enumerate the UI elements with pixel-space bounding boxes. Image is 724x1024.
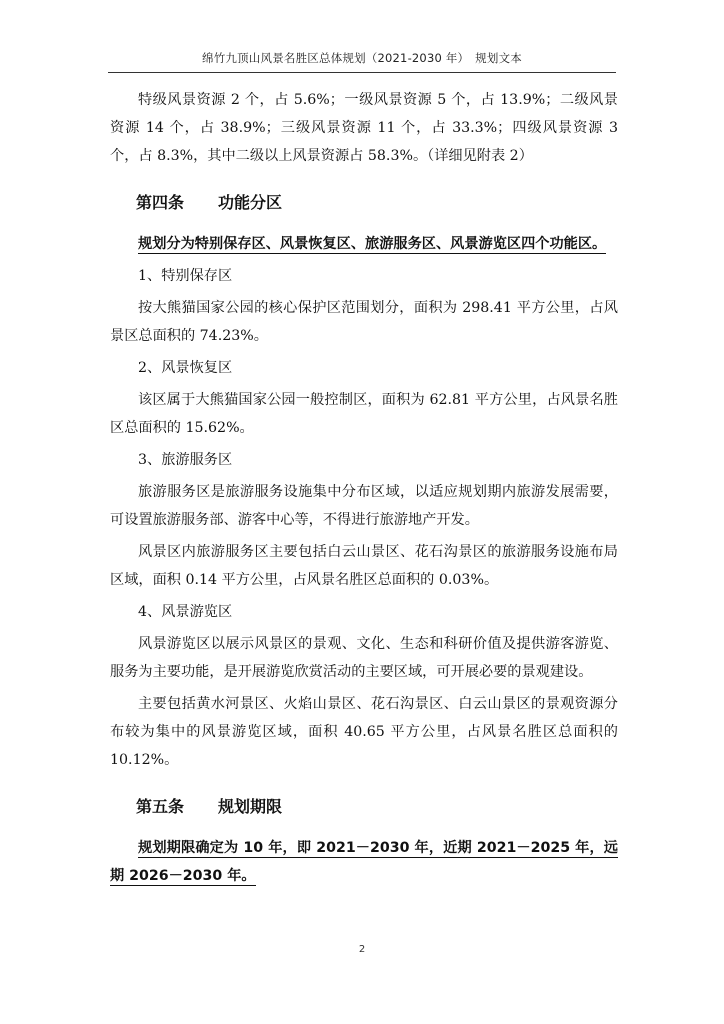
summary-text: 规划分为特别保存区、风景恢复区、旅游服务区、风景游览区四个功能区。 bbox=[138, 236, 607, 252]
summary-text: 规划期限确定为 10 年，即 2021－2030 年，近期 2021－2025 年，远期 2026－2030 年。 bbox=[110, 840, 618, 884]
section-heading: 2、风景恢复区 bbox=[138, 360, 233, 376]
section-paragraph: 风景区内旅游服务区主要包括白云山景区、花石沟景区的旅游服务设施布局区域，面积 0.14 平方公里，占风景名胜区总面积的 0.03%。 bbox=[110, 544, 618, 588]
running-header: 绵竹九顶山风景名胜区总体规划（2021-2030 年） 规划文本 bbox=[202, 51, 522, 65]
section-heading: 3、旅游服务区 bbox=[138, 452, 233, 468]
article-5-summary bbox=[110, 834, 618, 890]
intro-paragraph: 特级风景资源 2 个，占 5.6%；一级风景资源 5 个，占 13.9%；二级风景资源 14 个，占 38.9%；三级风景资源 11 个，占 33.3%；四级风景资源 3 个，占 8.3%，其中二级以上风景资源占 58.3%。（详细见附表 2） bbox=[110, 92, 618, 164]
section-paragraph: 风景游览区以展示风景区的景观、文化、生态和科研价值及提供游客游览、服务为主要功能，是开展游览欣赏活动的主要区域，可开展必要的景观建设。 bbox=[110, 636, 618, 680]
page-number: 2 bbox=[358, 944, 366, 955]
section-heading: 4、风景游览区 bbox=[138, 604, 233, 620]
section-heading: 1、特别保存区 bbox=[138, 268, 233, 284]
section-paragraph: 主要包括黄水河景区、火焰山景区、花石沟景区、白云山景区的景观资源分布较为集中的风景游览区域，面积 40.65 平方公里，占风景名胜区总面积的 10.12%。 bbox=[110, 696, 618, 768]
section-paragraph: 旅游服务区是旅游服务设施集中分布区域，以适应规划期内旅游发展需要，可设置旅游服务部、游客中心等，不得进行旅游地产开发。 bbox=[110, 484, 618, 528]
section-paragraph: 按大熊猫国家公园的核心保护区范围划分，面积为 298.41 平方公里，占风景区总面积的 74.23%。 bbox=[110, 300, 618, 344]
header-divider bbox=[108, 72, 616, 73]
article-number: 第五条 bbox=[136, 797, 185, 816]
page-body bbox=[110, 86, 618, 890]
section-paragraph: 该区属于大熊猫国家公园一般控制区，面积为 62.81 平方公里，占风景名胜区总面积的 15.62%。 bbox=[110, 392, 618, 436]
article-number: 第四条 bbox=[136, 193, 185, 212]
article-title: 规划期限 bbox=[218, 797, 283, 816]
article-4-summary bbox=[110, 230, 618, 258]
article-4-heading bbox=[110, 192, 618, 214]
article-title: 功能分区 bbox=[218, 193, 283, 212]
article-5-heading bbox=[110, 796, 618, 818]
